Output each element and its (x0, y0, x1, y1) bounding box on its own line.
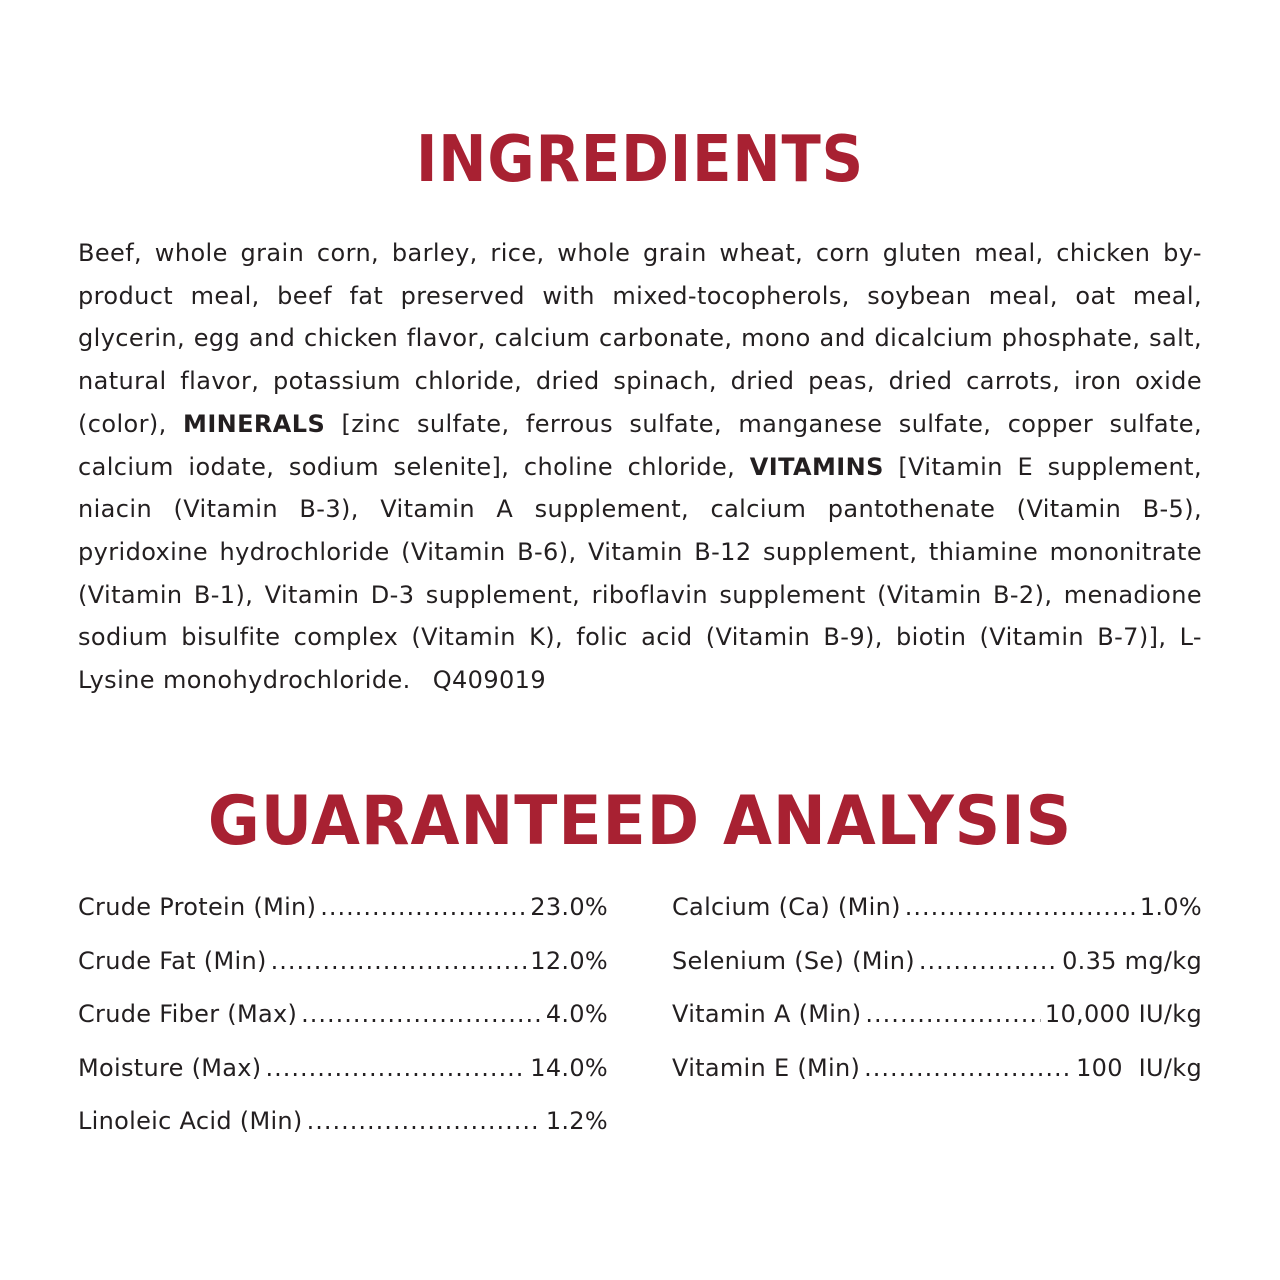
leader-dots (320, 893, 526, 921)
analysis-label: Vitamin E (Min) (672, 1053, 861, 1082)
analysis-row-selenium (672, 947, 1202, 1001)
analysis-label: Calcium (Ca) (Min) (672, 893, 901, 921)
analysis-value: 100 IU/kg (1076, 1053, 1202, 1082)
leader-dots (265, 1054, 526, 1082)
analysis-row-calcium (672, 893, 1202, 947)
analysis-value: 23.0% (530, 893, 608, 921)
analysis-row-linoleic-acid (78, 1107, 608, 1161)
analysis-value: 1.0% (1139, 893, 1202, 921)
analysis-value: 10,000 IU/kg (1044, 1000, 1202, 1028)
analysis-row-crude-fiber (78, 1000, 608, 1054)
leader-dots (301, 1000, 542, 1028)
product-code: Q409019 (432, 666, 547, 695)
analysis-row-crude-protein (78, 893, 608, 947)
leader-dots (271, 947, 527, 975)
minerals-label: MINERALS (183, 409, 326, 438)
analysis-left-column (78, 893, 608, 1161)
leader-dots (865, 1000, 1041, 1028)
ingredients-text-part1: Beef, whole grain corn, barley, rice, whole grain wheat, corn gluten meal, chicken by-product meal, beef fat preserved with mixed-tocopherols, soybean meal, oat meal, glycerin, egg and chicken flavor, calcium carbonate, mono and dicalcium phosphate, salt, natural flavor, potassium chloride, dried spinach, dried peas, dried carrots, iron oxide (color), (78, 239, 1202, 438)
analysis-label: Vitamin A (Min) (672, 1000, 862, 1028)
analysis-row-vitamin-a (672, 1000, 1202, 1054)
analysis-value: 12.0% (530, 946, 608, 975)
analysis-label: Crude Protein (Min) (78, 893, 317, 921)
analysis-right-column (672, 893, 1202, 1107)
analysis-value: 14.0% (530, 1053, 608, 1082)
analysis-label: Selenium (Se) (Min) (672, 946, 915, 975)
analysis-row-vitamin-e (672, 1054, 1202, 1108)
analysis-value: 0.35 mg/kg (1062, 946, 1202, 975)
analysis-label: Crude Fat (Min) (78, 946, 267, 975)
leader-dots (905, 893, 1136, 921)
analysis-row-crude-fat (78, 947, 608, 1001)
ingredients-heading: INGREDIENTS (415, 123, 865, 197)
analysis-label: Linoleic Acid (Min) (78, 1107, 303, 1135)
leader-dots (864, 1054, 1072, 1082)
analysis-value: 1.2% (545, 1107, 608, 1135)
leader-dots (919, 947, 1058, 975)
ingredients-text-part3: [Vitamin E supplement, niacin (Vitamin B-3), Vitamin A supplement, calcium pantothenate (Vitamin B-5), pyridoxine hydrochloride (Vitamin B-6), Vitamin B-12 supplement, thiamine mononitrate (Vitamin B-1), Vitamin D-3 supplement, riboflavin supplement (Vitamin B-2), menadione sodium bisulfite complex (Vitamin K), folic acid (Vitamin B-9), biotin (Vitamin B-7)], L-Lysine monohydrochloride. (78, 452, 1203, 695)
guaranteed-analysis-heading: GUARANTEED ANALYSIS (207, 782, 1073, 861)
analysis-label: Moisture (Max) (78, 1053, 262, 1082)
vitamins-label: VITAMINS (749, 452, 884, 481)
analysis-label: Crude Fiber (Max) (78, 1000, 298, 1028)
ingredients-text-part2: [zinc sulfate, ferrous sulfate, manganese sulfate, copper sulfate, calcium iodate, sodium selenite], choline chloride, (78, 409, 1202, 481)
analysis-row-moisture (78, 1054, 608, 1108)
analysis-value: 4.0% (545, 1000, 608, 1028)
leader-dots (307, 1107, 542, 1135)
ingredients-list (78, 232, 1202, 702)
